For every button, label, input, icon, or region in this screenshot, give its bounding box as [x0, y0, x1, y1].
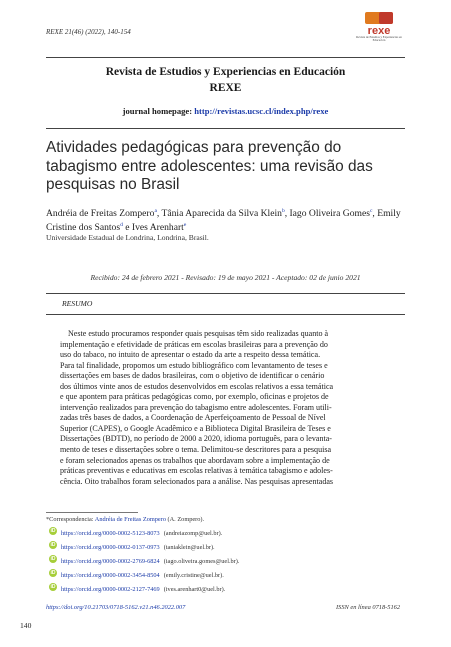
logo-subtitle: Revista de Estudios y Experiencias en Educación [356, 35, 402, 43]
orcid-entry [49, 583, 225, 595]
orcid-email: (ives.arenhart0@uel.br). [163, 585, 226, 593]
author-name: Iago Oliveira Gomes [289, 208, 370, 219]
abstract-line: cência. Oito trabalhos foram selecionados para a análise. Nas pesquisas apresentadas [60, 476, 334, 486]
correspondence-author: Andréia de Freitas Zompero [94, 516, 166, 523]
author-mark: d [120, 221, 123, 228]
abstract-line: Neste estudo procuramos responder quais pesquisas têm sido realizadas quanto à [68, 329, 329, 338]
author-name: Ives Arenhart [131, 221, 184, 233]
orcid-entry [49, 569, 224, 581]
submission-dates: Recibido: 24 de febrero 2021 - Revisado: 19 de mayo 2021 - Aceptado: 02 de junio 2021 [90, 273, 361, 282]
orcid-email: (iago.oliveira.gomes@uel.br). [163, 557, 240, 565]
author-name: Andréia de Freitas Zompero [46, 208, 155, 219]
orcid-link[interactable]: https://orcid.org/0000-0002-5123-8073 [61, 529, 160, 537]
orcid-icon: iD [50, 584, 56, 590]
orcid-icon: iD [50, 542, 56, 548]
orcid-entry [49, 527, 222, 539]
abstract-line: e que apontem para práticas pedagógicas como, por exemplo, oficinas e projetos de [60, 392, 329, 402]
abstract-line: Dissertações (BDTD), no período de 2000 a 2020, idioma português, para o levanta- [60, 434, 332, 444]
orcid-email: (emily.cristine@uel.br). [163, 571, 224, 579]
abstract-heading: RESUMO [62, 299, 93, 308]
homepage-label: journal homepage: [122, 106, 193, 116]
abstract-line: zadas três bases de dados, a Coordenação de Aperfeiçoamento de Pessoal de Nível [60, 413, 326, 423]
author-mark: b [281, 207, 285, 214]
dates-divider [46, 293, 405, 294]
orcid-icon: iD [50, 556, 56, 562]
page-number: 140 [20, 621, 32, 630]
author-affiliation: Universidade Estadual de Londrina, Londrina, Brasil. [46, 233, 209, 242]
top-divider [46, 57, 405, 58]
orcid-link[interactable]: https://orcid.org/0000-0002-0137-0973 [61, 543, 160, 551]
orcid-icon: iD [50, 528, 56, 534]
abstract-line: dissertações em bases de dados brasileiras, com o objetivo de identificar o cenário [60, 371, 325, 381]
orcid-entry [49, 555, 239, 567]
abstract-line: Para tal finalidade, propomos um estudo bibliográfico com levantamento de teses e [60, 360, 328, 370]
homepage-link[interactable]: http://revistas.ucsc.cl/index.php/rexe [194, 106, 329, 116]
correspondence-note [46, 516, 204, 523]
abstract-line: dos últimos vinte anos de estudos desenvolvidos em escolas relativos a essa temática [60, 381, 334, 391]
issn-label: ISSN en línea 0718-5162 [336, 604, 401, 611]
correspondence-prefix: *Correspondencia: [46, 516, 95, 523]
author-mark: e [183, 221, 187, 228]
header-bottom-divider [46, 128, 405, 129]
orcid-email: (andreiazomp@uel.br). [163, 529, 223, 537]
abstract-divider [46, 314, 405, 315]
orcid-link[interactable]: https://orcid.org/0000-0002-2127-7469 [61, 585, 160, 593]
orcid-link[interactable]: https://orcid.org/0000-0002-3454-8504 [61, 571, 160, 579]
article-title: Atividades pedagógicas para prevenção do tabagismo entre adolescentes: uma revisão das pesquisas no Brasil [46, 139, 373, 193]
author-mark: a [154, 207, 157, 214]
journal-citation: REXE 21(46) (2022), 140-154 [46, 28, 131, 36]
orcid-link[interactable]: https://orcid.org/0000-0002-2769-6824 [61, 557, 160, 565]
journal-name: Revista de Estudios y Experiencias en Educación [105, 66, 346, 78]
abstract-line: e foram selecionados apenas os trabalhos que abordavam sobre a implementação de [60, 455, 330, 465]
doi-link[interactable]: https://doi.org/10.21703/0718-5162.v21.n46.2022.007 [46, 604, 186, 611]
author-name: Emily Cristine dos Santos [46, 208, 401, 233]
footnote-divider [46, 512, 138, 513]
abstract-line: intervenção realizados para prevenção do tabagismo entre adolescentes. Foram utili- [60, 402, 332, 412]
orcid-entry [49, 541, 215, 553]
orcid-email: (taniaklein@uel.br). [163, 543, 215, 551]
logo-text: rexe [367, 25, 391, 37]
author-list: Andréia de Freitas Zompero$^a$, Tânia Aparecida da Silva Klein$^b$, Iago Oliveira Gomes$^c$, Emily Cristine dos Santos$^d$ e Ives Arenhart$^e$ [46, 207, 401, 233]
abstract-line: Superior (CAPES), o Google Acadêmico e a Biblioteca Digital Brasileira de Teses e [60, 423, 331, 433]
author-name: Tânia Aparecida da Silva Klein [161, 208, 282, 219]
journal-homepage [46, 106, 405, 116]
abstract-line: implementação e efetividade de práticas em escolas brasileiras para a prevenção do [60, 339, 328, 349]
abstract-line: práticas preventivas e educativas em escolas relativas à temática tabagismo e adoles- [60, 466, 333, 476]
correspondence-suffix: (A. Zompero). [165, 516, 205, 523]
author-mark: c [369, 207, 373, 214]
abstract-line: uso do tabaco, no intuito de apresentar o estado da arte a respeito dessa temática. [60, 350, 321, 360]
abstract-line: mento de teses e dissertações sobre o tema. Delimitou-se descritores para a pesquisa [60, 445, 332, 455]
orcid-icon: iD [50, 570, 56, 576]
abstract-body [60, 329, 384, 487]
journal-abbreviation: REXE [209, 82, 242, 94]
